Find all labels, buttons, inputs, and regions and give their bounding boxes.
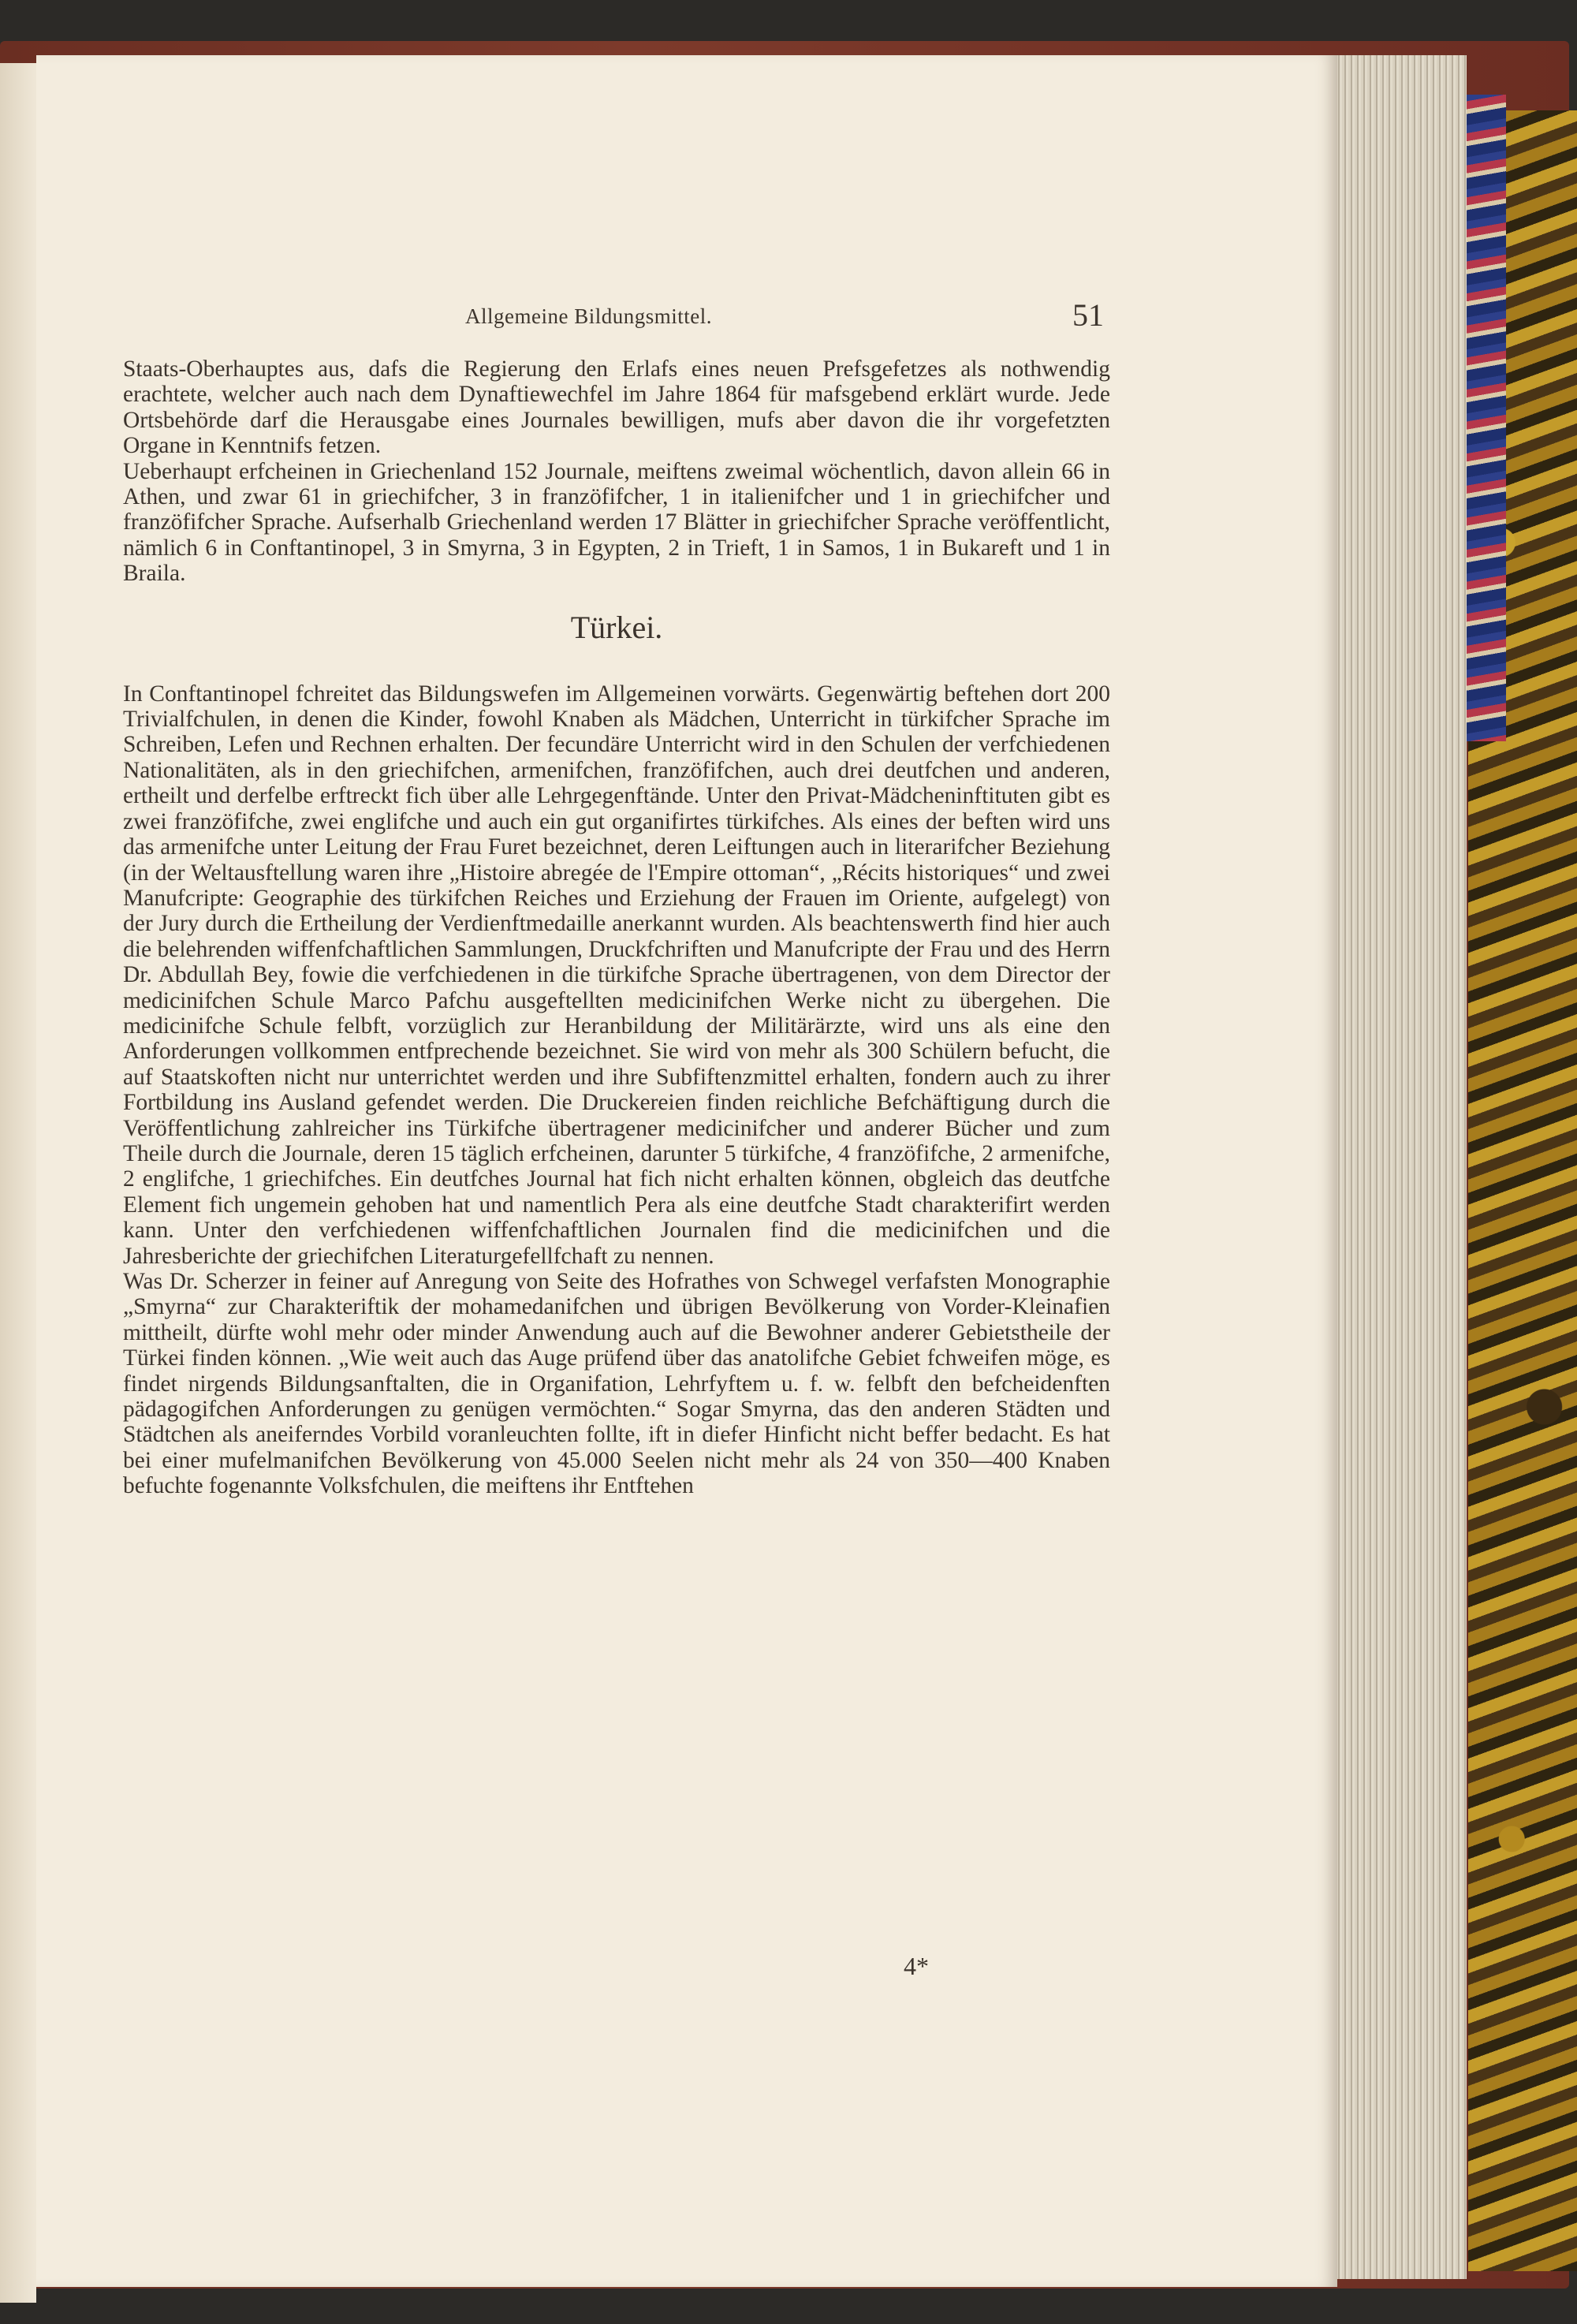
left-page-edge	[0, 63, 36, 2303]
paragraph-continuation: Staats-Oberhauptes aus, dafs die Regierung den Erlafs eines neuen Prefsgefetzes als nothwendig erachtete, welcher auch nach dem Dynaftiewechfel im Jahre 1864 für mafsgebend erklärt wurde. Jede Ortsbehörde darf die Herausgabe eines Journales bewilligen, mufs aber davon die ihr vorgefetzten Organe in Kenntnifs fetzen.	[123, 356, 1110, 459]
section-heading: Türkei.	[570, 609, 663, 645]
page-number: 51	[1072, 297, 1104, 333]
page-fore-edge	[1317, 55, 1467, 2279]
paragraph-greece-journals: Ueberhaupt erfcheinen in Griechenland 152 Journale, meiftens zweimal wöchentlich, davon allein 66 in Athen, und zwar 61 in griechifcher, 3 in franzöfifcher, 1 in italienifcher und 1 in griechifcher und franzöfifcher Sprache. Aufserhalb Griechenland werden 17 Blätter in griechifcher Sprache veröffentlicht, nämlich 6 in Conftantinopel, 3 in Smyrna, 3 in Egypten, 2 in Trieft, 1 in Samos, 1 in Bukareft und 1 in Braila.	[123, 458, 1110, 587]
paragraph-smyrna: Was Dr. Scherzer in feiner auf Anregung von Seite des Hofrathes von Schwegel verfafsten Monographie „Smyrna“ zur Charakteriftik der mohamedanifchen und übrigen Bevölkerung von Vorder-Kleinafien mittheilt, dürfte wohl mehr oder minder Anwendung auch auf die Bewohner anderer Gebietstheile der Türkei finden können. „Wie weit auch das Auge prüfend über das anatolifche Gebiet fchweifen möge, es findet nirgends Bildungsanftalten, die in Organifation, Lehrfyftem u. f. w. felbft den befcheidenften pädagogifchen Anforderungen zu genügen vermöchten.“ Sogar Smyrna, das den anderen Städten und Städtchen als aneiferndes Vorbild voranleuchten follte, ift in diefer Hinficht nicht beffer bedacht. Es hat bei einer mufelmanifchen Bevölkerung von 45.000 Seelen nicht mehr als 24 von 350—400 Knaben befuchte fogenannte Volksfchulen, die meiftens ihr Entftehen	[123, 1269, 1110, 1499]
signature-mark: 4*	[904, 1952, 929, 1980]
body-text	[123, 356, 1110, 1499]
page-header	[465, 297, 1112, 344]
paragraph-constantinople: In Conftantinopel fchreitet das Bildungswefen im Allgemeinen vorwärts. Gegenwärtig beftehen dort 200 Trivialfchulen, in denen die Kinder, fowohl Knaben als Mädchen, Unterricht in türkifcher Sprache im Schreiben, Lefen und Rechnen erhalten. Der fecundäre Unterricht wird in den Schulen der verfchiedenen Nationalitäten, als in den griechifchen, armenifchen, franzöfifchen, auch drei deutfchen und anderen, ertheilt und derfelbe erftreckt fich über alle Lehrgegenftände. Unter den Privat-Mädcheninftituten gibt es zwei franzöfifche, zwei englifche und auch ein gut organifirtes türkifches. Als eines der beften wird uns das armenifche unter Leitung der Frau Furet bezeichnet, deren Leiftungen auch in literarifcher Beziehung (in der Weltausftellung waren ihre „Histoire abregée de l'Empire ottoman“, „Récits historiques“ und zwei Manufcripte: Geographie des türkifchen Reiches und Erziehung der Frauen im Oriente, aufgelegt) von der Jury durch die Ertheilung der Verdienftmedaille anerkannt wurden. Als beachtenswerth find hier auch die belehrenden wiffenfchaftlichen Sammlungen, Druckfchriften und Manufcripte der Frau und des Herrn Dr. Abdullah Bey, fowie die verfchiedenen in die türkifche Sprache übertragenen, von dem Director der medicinifchen Schule Marco Pafchu ausgeftellten medicinifchen Werke nicht zu übergehen. Die medicinifche Schule felbft, vorzüglich zur Heranbildung der Militärärzte, wird uns als eine den Anforderungen vollkommen entfprechende bezeichnet. Sie wird von mehr als 300 Schülern befucht, die auf Staatskoften nicht nur unterrichtet werden und ihre Subfiftenzmittel erhalten, fondern auch zu ihrer Fortbildung ins Ausland gefendet werden. Die Druckereien finden reichliche Befchäftigung durch die Veröffentlichung zahlreicher ins Türkifche übertragener medicinifcher und anderer Bücher und zum Theile durch die Journale, deren 15 täglich erfcheinen, darunter 5 türkifche, 4 franzöfifche, 2 armenifche, 2 englifche, 1 griechifches. Ein deutfches Journal hat fich nicht erhalten können, obgleich das deutfche Element fich ungemein gehoben hat und namentlich Pera als eine deutfche Stadt charakterifirt werden kann. Unter den verfchiedenen wiffenfchaftlichen Journalen find die medicinifchen und die Jahresberichte der griechifchen Literaturgefellfchaft zu nennen.	[123, 681, 1110, 1269]
running-title: Allgemeine Bildungsmittel.	[465, 304, 712, 328]
